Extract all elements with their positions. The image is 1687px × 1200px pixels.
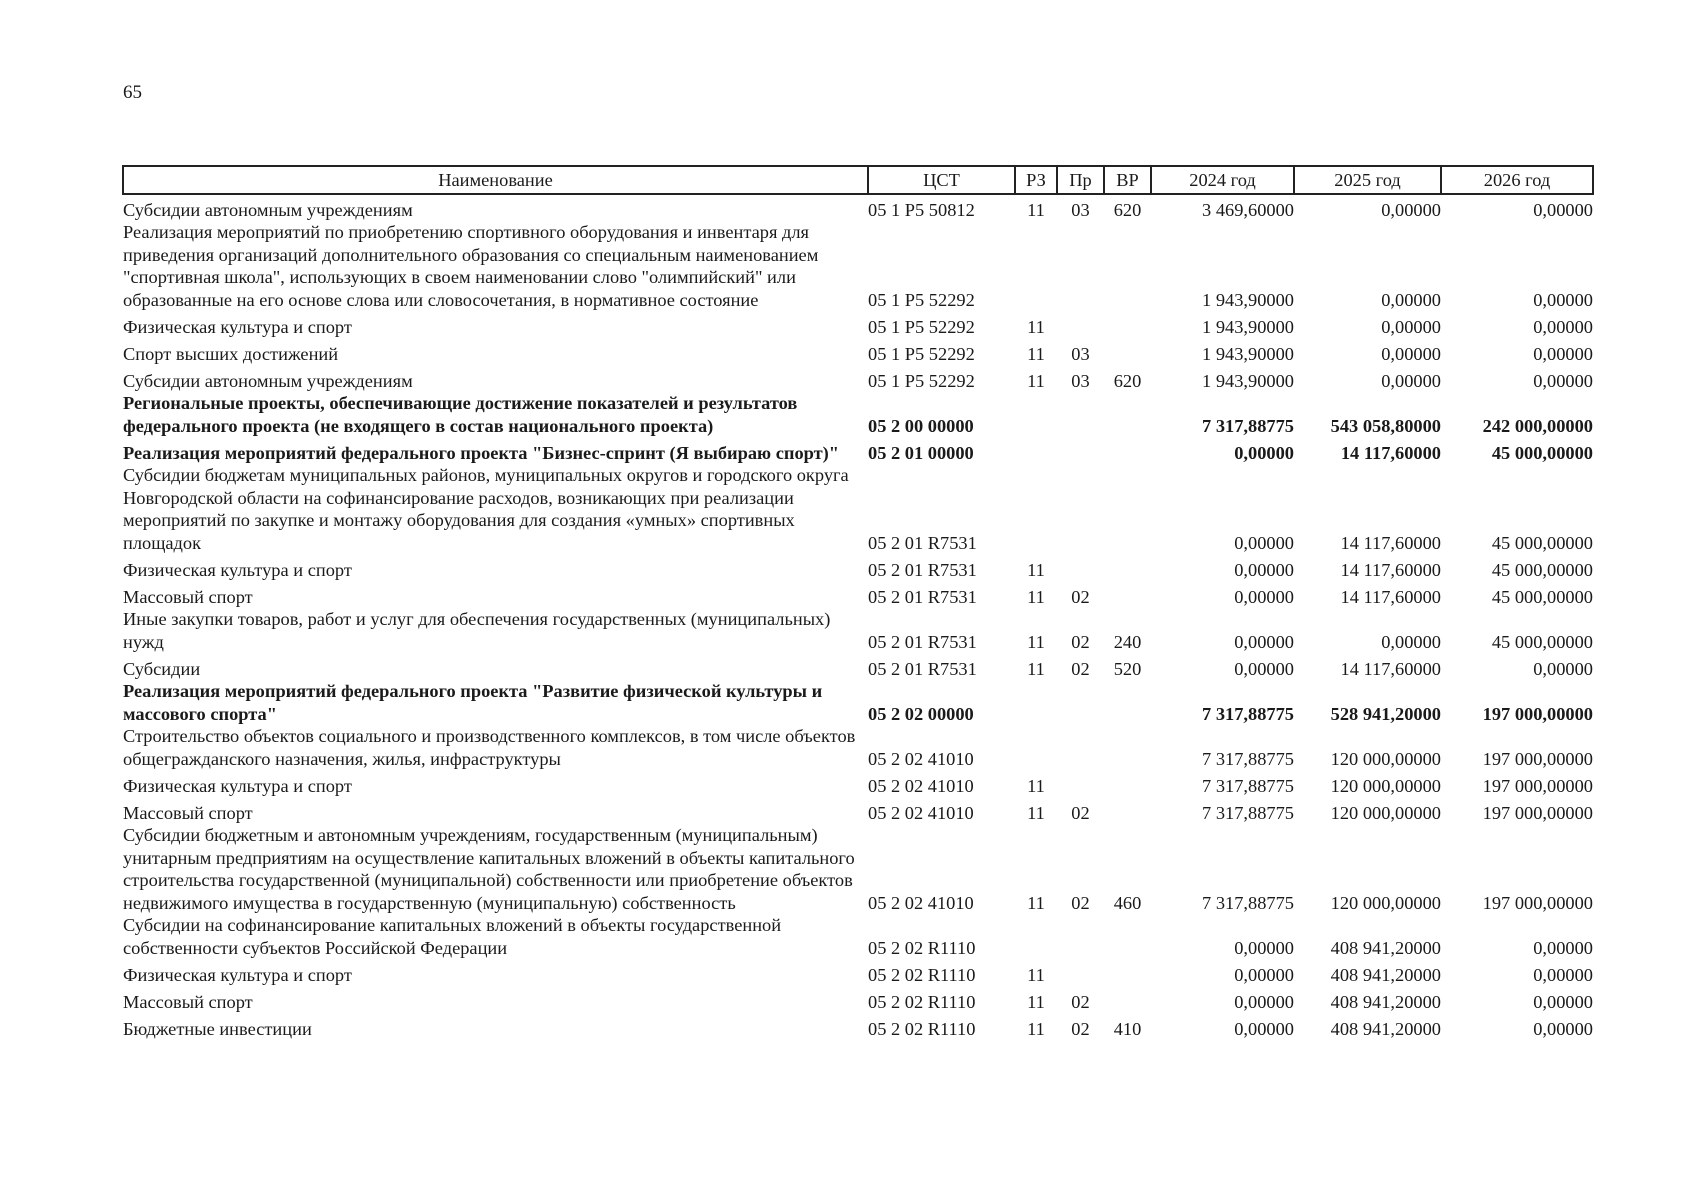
row-2024-value: 0,00000 [1234, 1018, 1294, 1039]
row-rz [1015, 464, 1057, 554]
row-vr: 460 [1113, 892, 1142, 913]
table-row [123, 797, 1593, 824]
row-2026-value: 0,00000 [1533, 991, 1593, 1012]
row-vr: 620 [1113, 370, 1142, 391]
row-2026-value: 197 000,00000 [1482, 703, 1593, 724]
row-rz: 11 [1027, 199, 1045, 220]
row-pr [1057, 725, 1104, 770]
row-2024-value: 0,00000 [1234, 937, 1294, 958]
row-2025-value: 120 000,00000 [1330, 892, 1441, 913]
row-2025-value: 14 117,60000 [1340, 559, 1441, 580]
row-vr [1104, 392, 1151, 437]
row-name: Физическая культура и спорт [123, 316, 352, 337]
row-rz [1015, 437, 1057, 464]
row-pr [1057, 554, 1104, 581]
row-2024-value: 0,00000 [1234, 991, 1294, 1012]
row-pr: 02 [1071, 658, 1090, 679]
row-2024-value: 1 943,90000 [1202, 343, 1294, 364]
row-name: Иные закупки товаров, работ и услуг для обеспечения государственных (муниципальных) нужд [123, 609, 831, 652]
row-name: Массовый спорт [123, 802, 253, 823]
row-2024-value: 0,00000 [1234, 532, 1294, 553]
row-2025-value: 14 117,60000 [1340, 442, 1441, 463]
row-2024-value: 7 317,88775 [1202, 802, 1294, 823]
row-cst: 05 2 02 41010 [868, 775, 974, 796]
row-pr: 03 [1071, 370, 1090, 391]
row-2025-value: 120 000,00000 [1330, 775, 1441, 796]
header-2024: 2024 год [1151, 166, 1294, 194]
row-name: Субсидии автономным учреждениям [123, 370, 413, 391]
row-cst: 05 1 P5 52292 [868, 316, 975, 337]
table-row [123, 680, 1593, 725]
row-2025-value: 14 117,60000 [1340, 586, 1441, 607]
row-rz: 11 [1027, 370, 1045, 391]
row-2024-value: 7 317,88775 [1202, 775, 1294, 796]
table-row [123, 608, 1593, 653]
row-2026-value: 0,00000 [1533, 1018, 1593, 1039]
row-2026-value: 0,00000 [1533, 658, 1593, 679]
row-rz: 11 [1027, 964, 1045, 985]
row-2024-value: 7 317,88775 [1202, 703, 1294, 724]
header-pr: Пр [1057, 166, 1104, 194]
row-pr: 02 [1071, 802, 1090, 823]
header-rz: РЗ [1015, 166, 1057, 194]
row-2024-value: 1 943,90000 [1202, 370, 1294, 391]
row-cst: 05 1 P5 50812 [868, 199, 975, 220]
row-2026-value: 45 000,00000 [1491, 559, 1593, 580]
row-vr [1104, 554, 1151, 581]
row-vr [1104, 986, 1151, 1013]
row-vr [1104, 221, 1151, 311]
row-cst: 05 2 02 R1110 [868, 991, 976, 1012]
table-row [123, 653, 1593, 680]
row-name: Физическая культура и спорт [123, 559, 352, 580]
page-number: 65 [123, 82, 142, 103]
row-name: Субсидии бюджетам муниципальных районов, муниципальных округов и городского округа Новгородской области на софинансирование расходов, возникающих при реализации мероприятий по закупке и монтажу оборудования для создания «умных» спортивных площадок [123, 465, 849, 553]
row-pr [1057, 311, 1104, 338]
row-2026-value: 197 000,00000 [1482, 775, 1593, 796]
row-name: Массовый спорт [123, 991, 253, 1012]
row-name: Субсидии на софинансирование капитальных вложений в объекты государственной собственности субъектов Российской Федерации [123, 915, 782, 958]
row-rz: 11 [1027, 559, 1045, 580]
row-2025-value: 543 058,80000 [1330, 415, 1441, 436]
row-rz: 11 [1027, 343, 1045, 364]
table-row [123, 959, 1593, 986]
row-2024-value: 0,00000 [1234, 442, 1294, 463]
table-row [123, 365, 1593, 392]
table-row [123, 554, 1593, 581]
row-2026-value: 0,00000 [1533, 289, 1593, 310]
row-vr [1104, 464, 1151, 554]
row-2025-value: 0,00000 [1381, 316, 1441, 337]
row-vr: 620 [1113, 199, 1142, 220]
row-name: Бюджетные инвестиции [123, 1018, 312, 1039]
row-cst: 05 2 02 41010 [868, 802, 974, 823]
row-2025-value: 0,00000 [1381, 199, 1441, 220]
row-2025-value: 0,00000 [1381, 370, 1441, 391]
table-row [123, 194, 1593, 221]
row-pr: 03 [1071, 199, 1090, 220]
row-2024-value: 0,00000 [1234, 964, 1294, 985]
row-name: Массовый спорт [123, 586, 253, 607]
row-2025-value: 408 941,20000 [1330, 1018, 1441, 1039]
row-pr: 03 [1071, 343, 1090, 364]
row-cst: 05 2 02 R1110 [868, 964, 976, 985]
row-cst: 05 2 02 41010 [868, 748, 974, 769]
row-2025-value: 0,00000 [1381, 343, 1441, 364]
row-cst: 05 2 01 00000 [868, 442, 974, 463]
row-vr: 240 [1113, 631, 1142, 652]
row-cst: 05 1 P5 52292 [868, 370, 975, 391]
row-2026-value: 197 000,00000 [1482, 802, 1593, 823]
row-rz [1015, 680, 1057, 725]
row-pr [1057, 221, 1104, 311]
table-row [123, 581, 1593, 608]
header-2026: 2026 год [1441, 166, 1593, 194]
row-rz: 11 [1027, 658, 1045, 679]
table-row [123, 437, 1593, 464]
row-2025-value: 14 117,60000 [1340, 532, 1441, 553]
row-name: Реализация мероприятий по приобретению спортивного оборудования и инвентаря для приведения организаций дополнительного образования со специальным наименованием "спортивная школа", использующих в своем наименовании слово "олимпийский" или образованные на его основе слова или словосочетания, в нормативное состояние [123, 222, 819, 310]
row-vr [1104, 797, 1151, 824]
row-pr [1057, 437, 1104, 464]
header-name: Наименование [123, 166, 868, 194]
row-cst: 05 2 01 R7531 [868, 559, 977, 580]
row-cst: 05 2 01 R7531 [868, 658, 977, 679]
row-pr [1057, 959, 1104, 986]
row-2024-value: 0,00000 [1234, 586, 1294, 607]
row-cst: 05 2 01 R7531 [868, 586, 977, 607]
row-2025-value: 14 117,60000 [1340, 658, 1441, 679]
row-pr [1057, 464, 1104, 554]
row-pr: 02 [1071, 892, 1090, 913]
row-2025-value: 120 000,00000 [1330, 802, 1441, 823]
row-name: Строительство объектов социального и производственного комплексов, в том числе объектов общегражданского назначения, жилья, инфраструктуры [123, 726, 856, 769]
table-row [123, 311, 1593, 338]
row-vr [1104, 680, 1151, 725]
table-row [123, 221, 1593, 311]
row-2026-value: 0,00000 [1533, 343, 1593, 364]
row-2026-value: 0,00000 [1533, 316, 1593, 337]
row-name: Физическая культура и спорт [123, 964, 352, 985]
row-rz: 11 [1027, 892, 1045, 913]
table-row [123, 1013, 1593, 1040]
row-rz: 11 [1027, 802, 1045, 823]
table-row [123, 392, 1593, 437]
row-2024-value: 0,00000 [1234, 658, 1294, 679]
row-name: Физическая культура и спорт [123, 775, 352, 796]
row-rz: 11 [1027, 775, 1045, 796]
row-cst: 05 1 P5 52292 [868, 343, 975, 364]
row-2026-value: 242 000,00000 [1482, 415, 1593, 436]
row-2024-value: 7 317,88775 [1202, 748, 1294, 769]
row-2026-value: 45 000,00000 [1491, 532, 1593, 553]
row-cst: 05 2 00 00000 [868, 415, 974, 436]
table-row [123, 725, 1593, 770]
row-2025-value: 408 941,20000 [1330, 937, 1441, 958]
row-pr [1057, 770, 1104, 797]
row-cst: 05 2 02 00000 [868, 703, 974, 724]
row-pr [1057, 680, 1104, 725]
header-cst: ЦСТ [868, 166, 1015, 194]
header-vr: ВР [1104, 166, 1151, 194]
row-2026-value: 0,00000 [1533, 964, 1593, 985]
table-row [123, 986, 1593, 1013]
row-2025-value: 0,00000 [1381, 289, 1441, 310]
row-vr [1104, 959, 1151, 986]
row-pr: 02 [1071, 631, 1090, 652]
row-rz [1015, 725, 1057, 770]
row-rz: 11 [1027, 631, 1045, 652]
row-rz: 11 [1027, 586, 1045, 607]
table-row [123, 770, 1593, 797]
row-vr [1104, 311, 1151, 338]
row-2024-value: 7 317,88775 [1202, 415, 1294, 436]
row-name: Субсидии [123, 658, 201, 679]
row-pr: 02 [1071, 991, 1090, 1012]
row-2025-value: 120 000,00000 [1330, 748, 1441, 769]
row-pr [1057, 914, 1104, 959]
row-2024-value: 1 943,90000 [1202, 289, 1294, 310]
row-cst: 05 2 02 R1110 [868, 1018, 976, 1039]
row-name: Реализация мероприятий федерального проекта "Развитие физической культуры и массового спорта" [123, 681, 823, 724]
row-2024-value: 3 469,60000 [1202, 199, 1294, 220]
row-cst: 05 2 02 R1110 [868, 937, 976, 958]
row-rz: 11 [1027, 316, 1045, 337]
table-row [123, 464, 1593, 554]
row-vr: 520 [1113, 658, 1142, 679]
row-cst: 05 1 P5 52292 [868, 289, 975, 310]
row-2025-value: 408 941,20000 [1330, 991, 1441, 1012]
row-cst: 05 2 02 41010 [868, 892, 974, 913]
budget-table [122, 165, 1594, 1040]
row-2025-value: 408 941,20000 [1330, 964, 1441, 985]
row-vr [1104, 338, 1151, 365]
row-2025-value: 528 941,20000 [1330, 703, 1441, 724]
row-name: Субсидии автономным учреждениям [123, 199, 413, 220]
row-pr: 02 [1071, 586, 1090, 607]
row-2024-value: 1 943,90000 [1202, 316, 1294, 337]
row-pr: 02 [1071, 1018, 1090, 1039]
table-header [123, 166, 1593, 194]
table-body [123, 194, 1593, 1040]
table-row [123, 824, 1593, 914]
row-rz: 11 [1027, 991, 1045, 1012]
row-vr [1104, 725, 1151, 770]
row-name: Региональные проекты, обеспечивающие достижение показателей и результатов федерального проекта (не входящего в состав национального проекта) [123, 393, 798, 436]
row-name: Спорт высших достижений [123, 343, 339, 364]
row-name: Субсидии бюджетным и автономным учреждениям, государственным (муниципальным) унитарным предприятиям на осуществление капитальных вложений в объекты капитального строительства государственной (муниципальной) собственности или приобретение объектов недвижимого имущества в государственную (муниципальную) собственность [123, 825, 855, 913]
row-vr [1104, 914, 1151, 959]
table-row [123, 914, 1593, 959]
table-row [123, 338, 1593, 365]
row-2026-value: 45 000,00000 [1491, 586, 1593, 607]
row-2024-value: 0,00000 [1234, 559, 1294, 580]
header-2025: 2025 год [1294, 166, 1441, 194]
row-pr [1057, 392, 1104, 437]
row-vr [1104, 770, 1151, 797]
row-cst: 05 2 01 R7531 [868, 532, 977, 553]
row-2024-value: 0,00000 [1234, 631, 1294, 652]
row-2026-value: 0,00000 [1533, 199, 1593, 220]
row-vr [1104, 581, 1151, 608]
row-2026-value: 0,00000 [1533, 937, 1593, 958]
row-2026-value: 0,00000 [1533, 370, 1593, 391]
row-rz [1015, 221, 1057, 311]
row-rz: 11 [1027, 1018, 1045, 1039]
row-2026-value: 45 000,00000 [1491, 442, 1593, 463]
row-2026-value: 197 000,00000 [1482, 748, 1593, 769]
row-2025-value: 0,00000 [1381, 631, 1441, 652]
row-2026-value: 197 000,00000 [1482, 892, 1593, 913]
row-2026-value: 45 000,00000 [1491, 631, 1593, 652]
row-name: Реализация мероприятий федерального проекта "Бизнес-спринт (Я выбираю спорт)" [123, 442, 840, 463]
row-rz [1015, 914, 1057, 959]
row-cst: 05 2 01 R7531 [868, 631, 977, 652]
row-rz [1015, 392, 1057, 437]
row-vr [1104, 437, 1151, 464]
row-vr: 410 [1113, 1018, 1142, 1039]
row-2024-value: 7 317,88775 [1202, 892, 1294, 913]
